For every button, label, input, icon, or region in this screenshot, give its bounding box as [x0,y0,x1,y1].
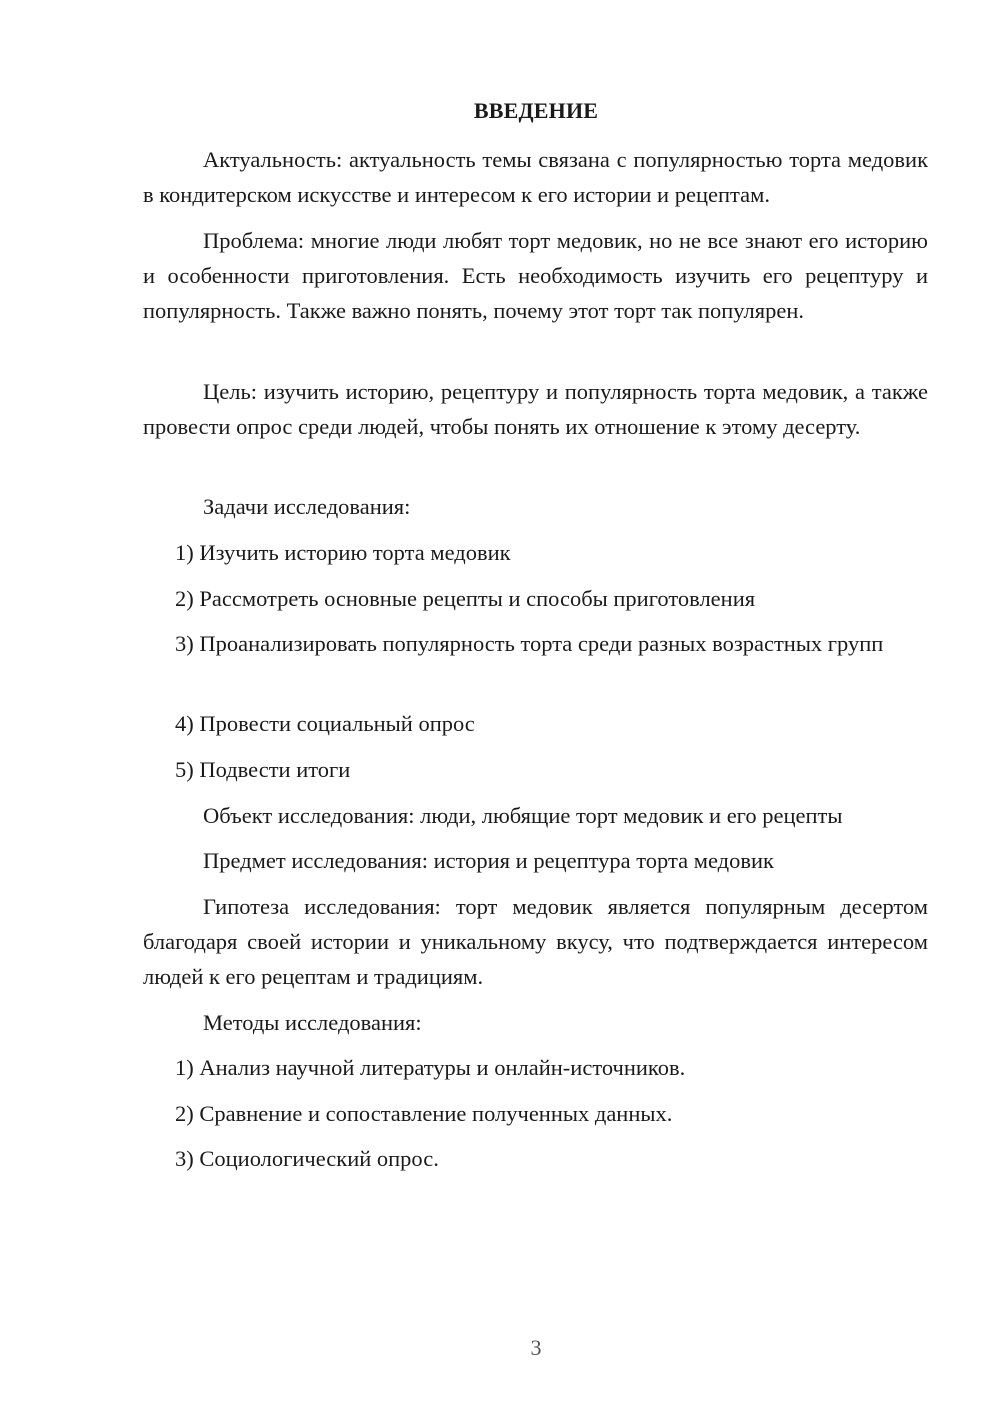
task-item-2: 2) Рассмотреть основные рецепты и способы приготовления [175,586,756,611]
page-number: 3 [530,1335,542,1360]
task-item-4: 4) Провести социальный опрос [175,711,475,736]
method-item-1: 1) Анализ научной литературы и онлайн-источников. [175,1055,686,1080]
methods-heading: Методы исследования: [203,1010,422,1035]
paragraph-relevance: Актуальность: актуальность темы связана с популярностью торта медовик в кондитерском искусстве и интересом к его истории и рецептам. [143,147,928,207]
paragraph-goal: Цель: изучить историю, рецептуру и популярность торта медовик, а также провести опрос среди людей, чтобы понять их отношение к этому десерту. [143,379,928,439]
page-title: ВВЕДЕНИЕ [473,98,599,123]
research-hypothesis: Гипотеза исследования: торт медовик является популярным десертом благодаря своей истории и уникальному вкусу, что подтверждается интересом людей к его рецептам и традициям. [143,894,928,989]
method-item-3: 3) Социологический опрос. [175,1146,439,1171]
task-item-1: 1) Изучить историю торта медовик [175,540,511,565]
task-item-5: 5) Подвести итоги [175,757,351,782]
paragraph-problem: Проблема: многие люди любят торт медовик, но не все знают его историю и особенности приготовления. Есть необходимость изучить его рецептуру и популярность. Также важно понять, почему этот торт так популярен. [143,228,928,323]
tasks-heading: Задачи исследования: [203,494,411,519]
research-subject: Предмет исследования: история и рецептура торта медовик [203,848,774,873]
method-item-2: 2) Сравнение и сопоставление полученных данных. [175,1101,673,1126]
task-item-3: 3) Проанализировать популярность торта среди разных возрастных групп [175,631,884,656]
research-object: Объект исследования: люди, любящие торт медовик и его рецепты [203,803,843,828]
